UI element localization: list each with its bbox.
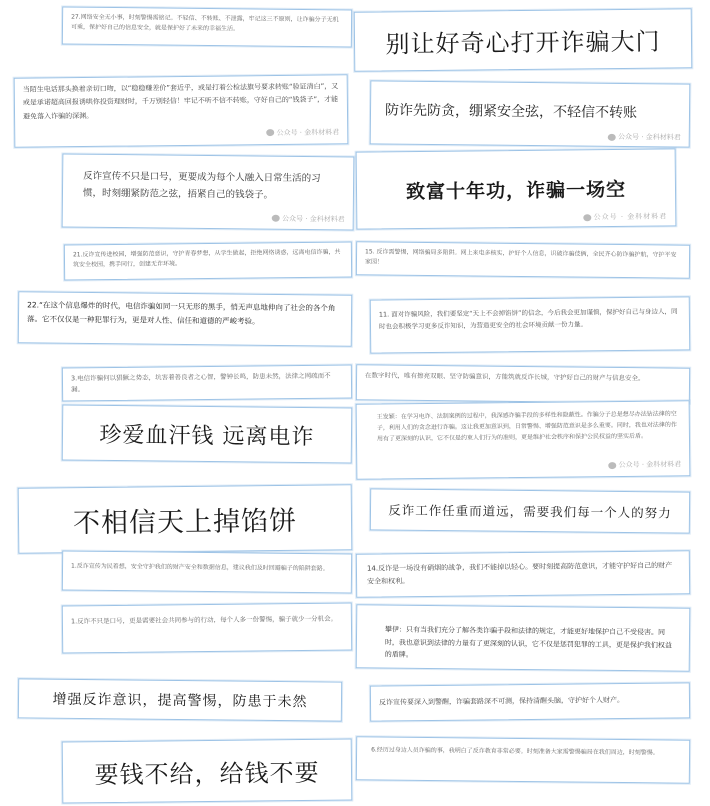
quote-card-11 bbox=[370, 296, 691, 353]
quote-card-3 bbox=[62, 364, 352, 401]
card-text: 3.电信诈骗何以猖獗之势态，坑害着善良者之心智，警钟长鸣，防患未然，法律之网疏而不漏。 bbox=[70, 371, 331, 394]
card-text: 攀伊：只有当我们充分了解各类诈骗手段和法律的规定，才能更好地保护自己不受侵害。同时，我也意识到法律的力量有了更深刻的认识，它不仅是惩罚犯罪的工具，更是保护我们权益的盾牌。 bbox=[384, 625, 672, 660]
card-text: 1.反诈不只是口号，更是需要社会共同参与的行动，每个人多一份警惕，骗子就少一分机会。 bbox=[70, 614, 338, 626]
slogan-text: 珍爱血汗钱 远离电诈 bbox=[99, 422, 315, 450]
slogan-card-ten-years bbox=[356, 148, 677, 229]
card-text: 11. 面对诈骗风险，我们要坚定“天上不会掉馅饼”的信念，今后我会更加谨慎，保护好自己与身边人，同时也会积极学习更多反诈知识，为营造更安全的社会环境贡献一份力量。 bbox=[378, 307, 678, 331]
quote-card-21 bbox=[64, 241, 352, 280]
quote-card-habit bbox=[62, 153, 355, 230]
slogan-card-curiosity bbox=[354, 8, 693, 72]
quote-card-1a bbox=[62, 550, 352, 593]
card-text: 在数字时代，唯有擦亮双眼、坚守防骗意识，方能筑就反诈长城，守护好自己的财产与信息安全。 bbox=[365, 371, 645, 383]
wechat-icon bbox=[267, 129, 275, 136]
slogan-text: 增强反诈意识，提高警惕，防患于未然 bbox=[52, 691, 308, 711]
watermark: 公众号 · 金科材料君 bbox=[272, 212, 345, 225]
quote-card-14 bbox=[356, 550, 690, 597]
quote-card-15 bbox=[356, 241, 690, 278]
quote-card-digital bbox=[356, 364, 690, 403]
card-text: 王发颖：在学习电诈、法制案例的过程中，我深感诈骗手段的多样性和隐蔽性。作骗分子总是想尽办法钻法律的空子，利用人们的贪念进行诈骗。这让我更加意识到，日常警惕、增强防范意识是多么重要。同时，我也对法律的作用有了更深刻的认识，它不仅是约束人们行为的准则，更是维护社会秩序和保护公民权益的坚实后盾。 bbox=[376, 410, 677, 443]
watermark: 公众号 · 金科材料君 bbox=[584, 211, 668, 222]
watermark: 公众号 · 金科材料君 bbox=[609, 459, 682, 472]
slogan-text: 致富十年功，诈骗一场空 bbox=[405, 178, 627, 203]
quote-card-27 bbox=[62, 6, 352, 47]
quote-card-6 bbox=[356, 736, 690, 783]
watermark: 公众号 · 金科材料君 bbox=[608, 132, 681, 143]
card-text: 15. 反诈需警惕，网络骗局多陷阱。网上来电多核实，护好个人信息，识破诈骗伎俩，全民齐心防诈骗护航，守护平安家园！ bbox=[364, 248, 677, 266]
card-text: 22.“在这个信息爆炸的时代，电信诈骗如同一只无形的黑手，悄无声息地伸向了社会的各个角落。它不仅仅是一种犯罪行为，更是对人性、信任和道德的严峻考验。 bbox=[26, 300, 336, 326]
quote-card-wang bbox=[356, 400, 691, 479]
card-text: 反诈宣传要深入到警醒，诈骗套路深不可测，保持清醒头脑，守护好个人财产。 bbox=[378, 696, 625, 707]
slogan-text: 不相信天上掉馅饼 bbox=[72, 505, 298, 539]
watermark: 公众号 · 金科材料君 bbox=[266, 126, 339, 140]
slogan-text: 别让好奇心打开诈骗大门 bbox=[385, 27, 661, 58]
card-text: 1.反诈宣传为民着想，安全守护我们的财产安全和数据信息，建议我们及时回避骗子的陷阱套路。 bbox=[71, 562, 329, 573]
slogan-text: 反诈工作任重而道远，需要我们每一个人的努力 bbox=[388, 502, 672, 521]
quote-card-22 bbox=[18, 291, 353, 346]
card-text: 6.经历过身边人员诈骗的事，我明白了反诈教育非常必要。时刻准备大家需警惕骗局在我们周边，时刻警惕。 bbox=[371, 746, 659, 757]
slogan-card-free-pie bbox=[18, 484, 353, 553]
wechat-icon bbox=[584, 214, 592, 221]
quote-card-panyi bbox=[356, 604, 691, 671]
quote-card-alert bbox=[370, 682, 690, 721]
wechat-icon bbox=[608, 133, 616, 140]
slogan-card-greed bbox=[370, 80, 691, 147]
wechat-icon bbox=[272, 215, 280, 222]
slogan-card-awareness bbox=[18, 678, 342, 721]
card-text: 27.网络安全无小事，时刻警惕需铭记。不轻信、不转账、不泄露，牢记这三不原则，让诈骗分子无机可乘，保护好自己的信息安全，就是保护好了未来的幸福生活。 bbox=[70, 13, 339, 33]
slogan-card-hard-earned bbox=[62, 404, 353, 463]
slogan-card-no-money bbox=[62, 738, 353, 803]
card-text: 14.反诈是一场没有硝烟的战争，我们不能掉以轻心。要时刻提高防范意识，才能守护好自己的财产安全和权利。 bbox=[366, 561, 673, 586]
slogan-card-long-road bbox=[370, 488, 690, 533]
wechat-icon bbox=[609, 462, 617, 469]
card-text: 当陌生电话那头换着亲切口吻，以“稳稳赚差价”套近乎，或是打着公检法旗号要求转账“验证清白”，又或是承诺超高回报诱哄你投资理财时，千万别轻信！牢记不听不信不转账，守好自己的“钱袋子”，才能避免落入诈骗的深渊。 bbox=[22, 82, 339, 121]
slogan-text: 要钱不给，给钱不要 bbox=[94, 758, 320, 789]
quote-card-phone-call bbox=[14, 74, 349, 147]
card-text: 21.反诈宣传进校园，增强防范意识，守护青春梦想，从学生做起，拒绝网络诱惑，远离电信诈骗，共筑安全校园，携手同行，创建无诈环境。 bbox=[72, 248, 341, 269]
card-text: 反诈宣传不只是口号，更要成为每个人融入日常生活的习惯，时刻绷紧防范之弦，捂紧自己的钱袋子。 bbox=[82, 170, 321, 201]
slogan-text: 防诈先防贪，绷紧安全弦，不轻信不转账 bbox=[384, 102, 638, 122]
quote-card-1b bbox=[62, 602, 352, 653]
